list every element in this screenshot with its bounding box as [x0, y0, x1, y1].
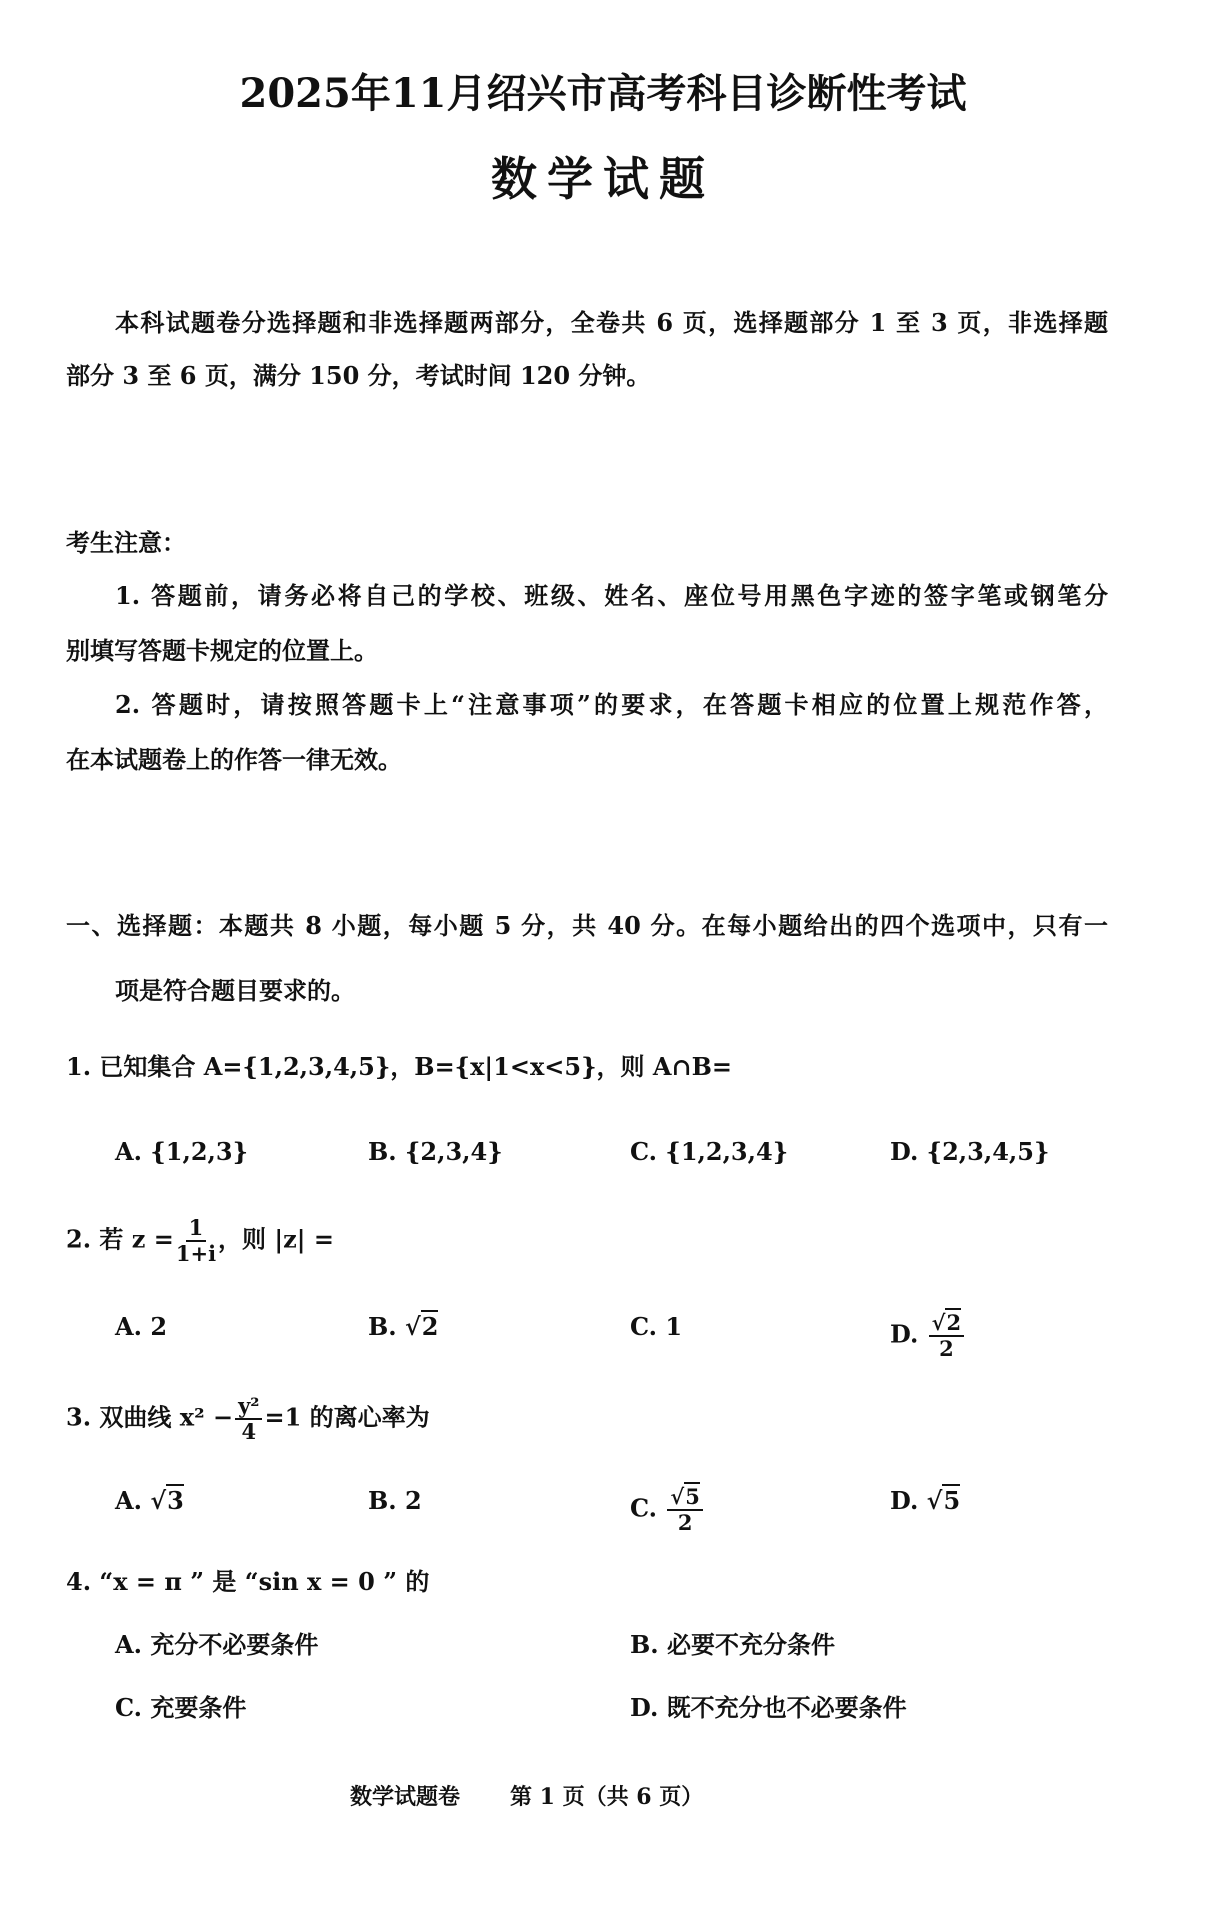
section-heading: 一、选择题：本题共 8 小题，每小题 5 分，共 40 分。在每小题给出的四个选项中，只有一 — [66, 911, 1108, 940]
notice-item-1-cont: 别填写答题卡规定的位置上。 — [66, 636, 378, 665]
q4-option-d: D. 既不充分也不必要条件 — [630, 1693, 907, 1722]
q2-stem-post: ，则 |z| = — [218, 1224, 334, 1254]
q3-option-c — [630, 1485, 705, 1535]
q1-option-d: D. {2,3,4,5} — [890, 1137, 1050, 1166]
q1-option-a: A. {1,2,3} — [115, 1137, 249, 1166]
q3-option-c-label: C. — [630, 1493, 658, 1523]
q1-option-c: C. {1,2,3,4} — [630, 1137, 789, 1166]
footer-page-number: 第 1 页（共 6 页） — [510, 1784, 704, 1810]
q2-option-b: B. √2 — [368, 1312, 439, 1341]
intro-line-2: 部分 3 至 6 页，满分 150 分，考试时间 120 分钟。 — [66, 361, 651, 390]
q4-option-b: B. 必要不充分条件 — [630, 1630, 835, 1659]
q2-option-d-fraction: $\frac{√2}{2}$ — [929, 1311, 964, 1361]
q2-option-b-label: B. — [368, 1312, 397, 1341]
q4-option-a: A. 充分不必要条件 — [115, 1630, 319, 1659]
q4-option-c: C. 充要条件 — [115, 1693, 247, 1722]
question-2-stem — [66, 1216, 334, 1266]
q2-option-d-den: 2 — [939, 1336, 954, 1361]
q2-stem-pre: 2. 若 z = — [66, 1224, 174, 1254]
q3-option-b: B. 2 — [368, 1486, 422, 1515]
q3-numerator: y² — [235, 1394, 262, 1420]
notice-item-1: 1. 答题前，请务必将自己的学校、班级、姓名、座位号用黑色字迹的签字笔或钢笔分 — [115, 581, 1108, 610]
q3-option-a-value: 3 — [167, 1486, 184, 1515]
notice-item-2-cont: 在本试题卷上的作答一律无效。 — [66, 745, 402, 774]
q3-option-c-fraction: $\frac{√5}{2}$ — [667, 1485, 702, 1535]
q2-option-d — [890, 1311, 966, 1361]
q2-option-c: C. 1 — [630, 1312, 683, 1341]
q3-denominator: 4 — [241, 1419, 257, 1444]
q2-denominator: 1+i — [175, 1241, 217, 1266]
q3-stem-pre: 3. 双曲线 x² − — [66, 1402, 234, 1432]
q2-option-d-label: D. — [890, 1319, 919, 1349]
section-heading-cont: 项是符合题目要求的。 — [115, 976, 355, 1005]
q3-option-d: D. √5 — [890, 1486, 961, 1515]
question-1-stem: 1. 已知集合 A={1,2,3,4,5}，B={x|1<x<5}，则 A∩B= — [66, 1052, 732, 1081]
q2-numerator: 1 — [186, 1216, 207, 1242]
q3-option-d-label: D. — [890, 1486, 919, 1515]
intro-line-1: 本科试题卷分选择题和非选择题两部分，全卷共 6 页，选择题部分 1 至 3 页，非选择题 — [115, 308, 1108, 337]
footer-doc-name: 数学试题卷 — [350, 1784, 461, 1810]
exam-title: 2025年11月绍兴市高考科目诊断性考试 — [239, 70, 967, 117]
question-3-stem — [66, 1394, 430, 1444]
q3-fraction — [235, 1394, 262, 1444]
q3-option-c-num: 5 — [685, 1484, 700, 1509]
q3-option-a: A. √3 — [115, 1486, 184, 1515]
notice-heading: 考生注意： — [66, 528, 186, 557]
q3-stem-post: =1 的离心率为 — [264, 1402, 430, 1432]
notice-item-2: 2. 答题时，请按照答题卡上“注意事项”的要求，在答题卡相应的位置上规范作答， — [115, 690, 1108, 719]
q1-option-b: B. {2,3,4} — [368, 1137, 503, 1166]
q3-option-c-den: 2 — [677, 1510, 693, 1535]
q3-option-a-label: A. — [115, 1486, 142, 1515]
q2-option-d-num: 2 — [946, 1310, 962, 1335]
q3-option-d-value: 5 — [943, 1486, 961, 1515]
q2-option-a: A. 2 — [115, 1312, 168, 1341]
q2-fraction — [176, 1216, 216, 1266]
question-4-stem: 4. “x = π ” 是 “sin x = 0 ” 的 — [66, 1567, 430, 1596]
exam-subtitle: 数学试题 — [491, 152, 715, 206]
q2-option-b-value: 2 — [421, 1312, 439, 1341]
